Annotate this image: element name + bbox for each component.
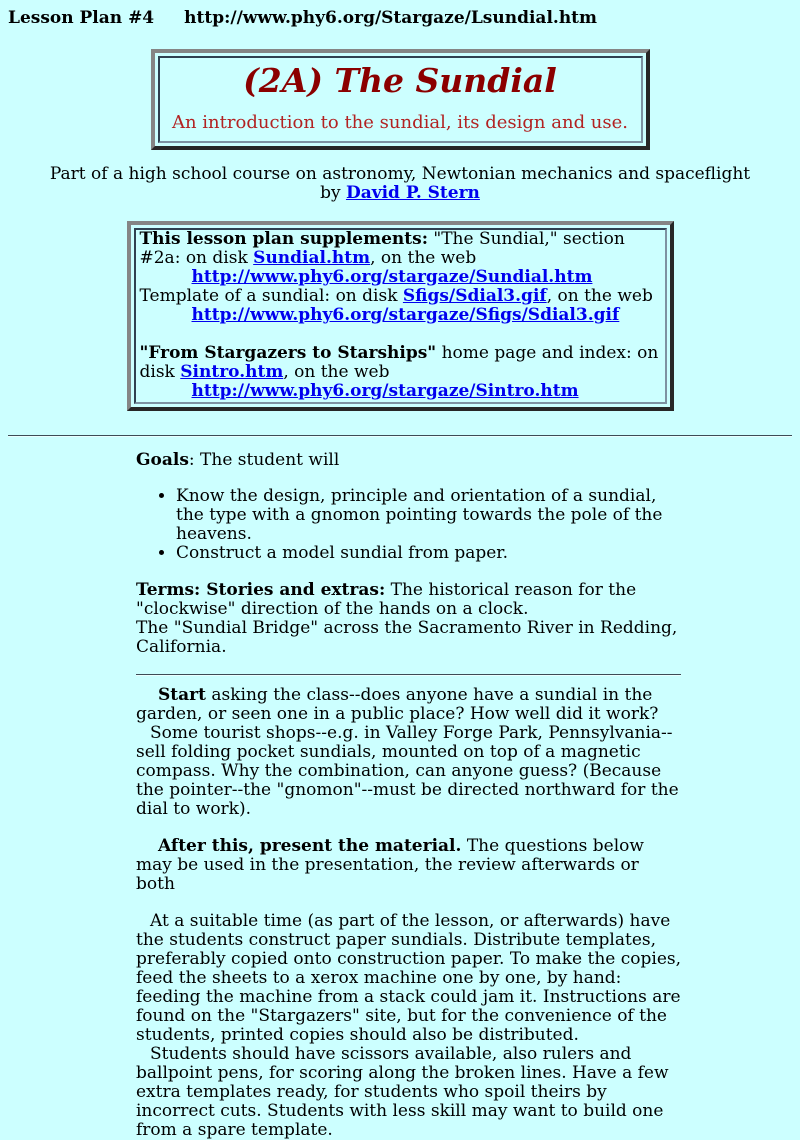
supplements-box [127,221,674,411]
terms-label: Terms: Stories and extras: [136,580,386,600]
start-paragraph [136,686,681,819]
byline-line1: Part of a high school course on astronomy, Newtonian mechanics and spaceflight [49,164,751,184]
goals-paragraph [136,451,681,470]
supplements-l5-text: home page and index: on disk [139,343,659,382]
supplements-l3-text: Template of a sundial: on disk [139,286,403,306]
start-label: Start [158,685,206,705]
terms-paragraph [136,581,681,657]
construct-text1: At a suitable time (as part of the lesson, or afterwards) have the students construct paper sundials. Distribute templates, preferably copied onto construction paper. To make the copies, feed the sheets to a xerox machine one by one, by hand: feeding the machine from a stack could jam it. Instructions are found on the "Stargazers" site, but for the convenience of the students, printed copies should also be distributed. [136,911,682,1045]
start-text2: Some tourist shops--e.g. in Valley Forge Park, Pennsylvania--sell folding pocket sundials, mounted on top of a magnetic compass. Why the combination, can anyone guess? (Because the pointer--the "gnomon"--must be directed northward for the dial to work). [136,723,679,819]
title-box-wrapper [8,49,792,150]
header-line [8,9,792,28]
byline-by: by [320,183,346,203]
terms-text: The historical reason for the "clockwise" direction of the hands on a clock. [136,580,637,619]
supplements-l3-tail: , on the web [546,286,653,306]
goals-list-item: • Construct a model sundial from paper. [176,544,681,563]
after-this-text: The questions below may be used in the presentation, the review afterwards or both [136,836,644,894]
byline [8,165,792,203]
title-box [151,49,650,150]
construct-paragraph [136,912,681,1140]
supplements-l5-tail: , on the web [283,362,390,382]
page-subtitle: An introduction to the sundial, its design and use. [171,112,629,133]
sdial3-url-link[interactable]: http://www.phy6.org/stargaze/Sfigs/Sdial3.gif [191,305,620,325]
supplements-wrapper [8,221,792,411]
title-box-inner [158,56,643,143]
lesson-plan-label: Lesson Plan #4 [8,8,155,28]
sintro-htm-link[interactable]: Sintro.htm [180,362,284,382]
terms-line2: The "Sundial Bridge" across the Sacramento River in Redding, California. [136,618,678,657]
sundial-htm-link[interactable]: Sundial.htm [253,248,371,268]
page-url-text: http://www.phy6.org/Stargaze/Lsundial.htm [184,8,598,28]
start-text: asking the class--does anyone have a sundial in the garden, or seen one in a public place? How well did it work? [136,685,659,724]
supplements-box-inner [134,228,667,404]
after-this-label: After this, present the material. [158,836,462,856]
body-column [136,451,681,1140]
goals-label: Goals [136,450,189,470]
goals-list-item: • Know the design, principle and orientation of a sundial, the type with a gnomon pointing towards the pole of the heavens. [176,487,681,544]
divider-full-width [8,435,792,437]
divider-column-width [136,674,681,676]
supplements-l1-text: "The Sundial," section #2a: on disk [139,229,625,268]
goals-lead: : The student will [188,450,340,470]
supplements-l1-tail: , on the web [370,248,477,268]
page-title: (2A) The Sundial [243,61,557,100]
supplements-lead-bold: This lesson plan supplements: [139,229,428,249]
author-link[interactable]: David P. Stern [345,183,480,203]
construct-text2: Students should have scissors available, also rulers and ballpoint pens, for scoring along the broken lines. Have a few extra templates ready, for students who spoil theirs by incorrect cuts. Students with less skill may want to build one from a spare template. [136,1044,669,1140]
sundial-url-link[interactable]: http://www.phy6.org/stargaze/Sundial.htm [191,267,593,287]
goals-list [136,487,681,563]
stargazers-bold: "From Stargazers to Starships" [139,343,437,363]
after-this-paragraph [136,837,681,894]
supplements-text [140,230,661,401]
sdial3-gif-link[interactable]: Sfigs/Sdial3.gif [402,286,547,306]
sintro-url-link[interactable]: http://www.phy6.org/stargaze/Sintro.htm [191,381,579,401]
